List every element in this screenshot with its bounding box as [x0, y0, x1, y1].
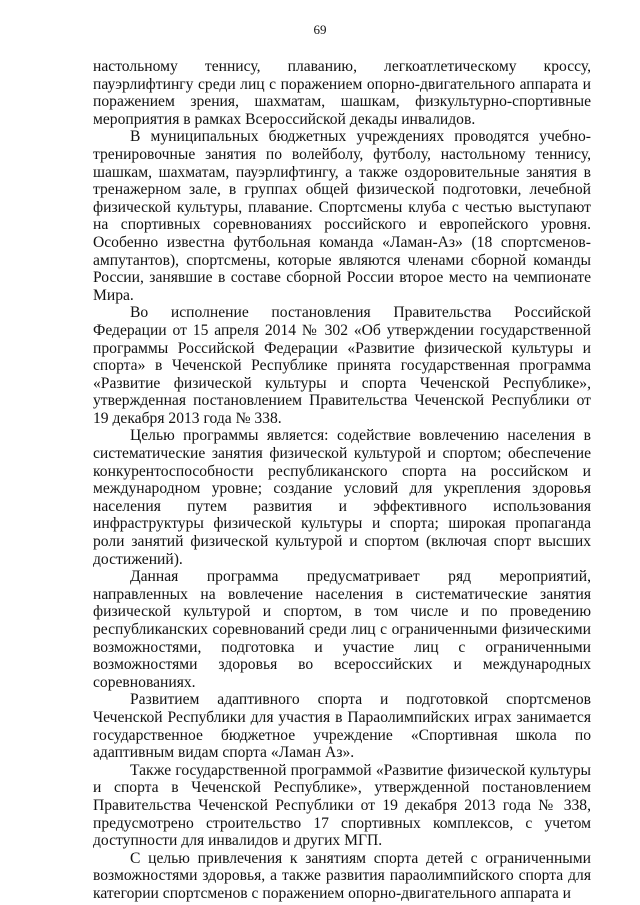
paragraph-4: Целью программы является: содействие вовлечению населения в систематические занятия физической культурой и спортом; обеспечение конкурентоспособности республиканского спорта на российском и международном уровне; создание условий для укрепления здоровья населения путем развития и эффективного использования инфраструктуры физической культуры и спорта; широкая пропаганда роли занятий физической культурой и спортом (включая спорт высших достижений).	[93, 427, 591, 568]
paragraph-7: Также государственной программой «Развитие физической культуры и спорта в Чеченской Республике», утвержденной постановлением Правительства Чеченской Республики от 19 декабря 2013 года № 338, предусмотрено строительство 17 спортивных комплексов, с учетом доступности для инвалидов и других МГП.	[93, 761, 591, 850]
paragraph-1: настольному теннису, плаванию, легкоатлетическому кроссу, пауэрлифтингу среди лиц с поражением опорно-двигательного аппарата и поражением зрения, шахматам, шашкам, физкультурно-спортивные мероприятия в рамках Всероссийской декады инвалидов.	[93, 58, 591, 128]
paragraph-8: С целью привлечения к занятиям спорта детей с ограниченными возможностями здоровья, а также развития параолимпийского спорта для категории спортсменов с поражением опорно-двигательного аппарата и	[93, 849, 591, 902]
paragraph-5: Данная программа предусматривает ряд мероприятий, направленных на вовлечение населения в систематические занятия физической культурой и спортом, в том числе и по проведению республиканских соревнований среди лиц с ограниченными физическими возможностями, подготовка и участие лиц с ограниченными возможностями здоровья во всероссийских и международных соревнованиях.	[93, 568, 591, 691]
page-number: 69	[313, 22, 327, 37]
paragraph-3: Во исполнение постановления Правительства Российской Федерации от 15 апреля 2014 № 302 «Об утверждении государственной программы Российской Федерации «Развитие физической культуры и спорта» в Чеченской Республике принята государственная программа «Развитие физической культуры и спорта Чеченской Республике», утвержденная постановлением Правительства Чеченской Республики от 19 декабря 2013 года № 338.	[93, 304, 591, 427]
paragraph-6: Развитием адаптивного спорта и подготовкой спортсменов Чеченской Республики для участия в Параолимпийских играх занимается государственное бюджетное учреждение «Спортивная школа по адаптивным видам спорта «Ламан Аз».	[93, 691, 591, 762]
document-body	[93, 58, 591, 903]
paragraph-2: В муниципальных бюджетных учреждениях проводятся учебно-тренировочные занятия по волейболу, футболу, настольному теннису, шашкам, шахматам, пауэрлифтингу, а также оздоровительные занятия в тренажерном зале, в группах общей физической подготовки, лечебной физической культуры, плавание. Спортсмены клуба с честью выступают на спортивных соревнованиях российского и европейского уровня. Особенно известна футбольная команда «Ламан-Аз» (18 спортсменов-ампутантов), спортсмены, которые являются членами сборной команды России, занявшие в составе сборной России второе место на чемпионате Мира.	[93, 128, 591, 304]
